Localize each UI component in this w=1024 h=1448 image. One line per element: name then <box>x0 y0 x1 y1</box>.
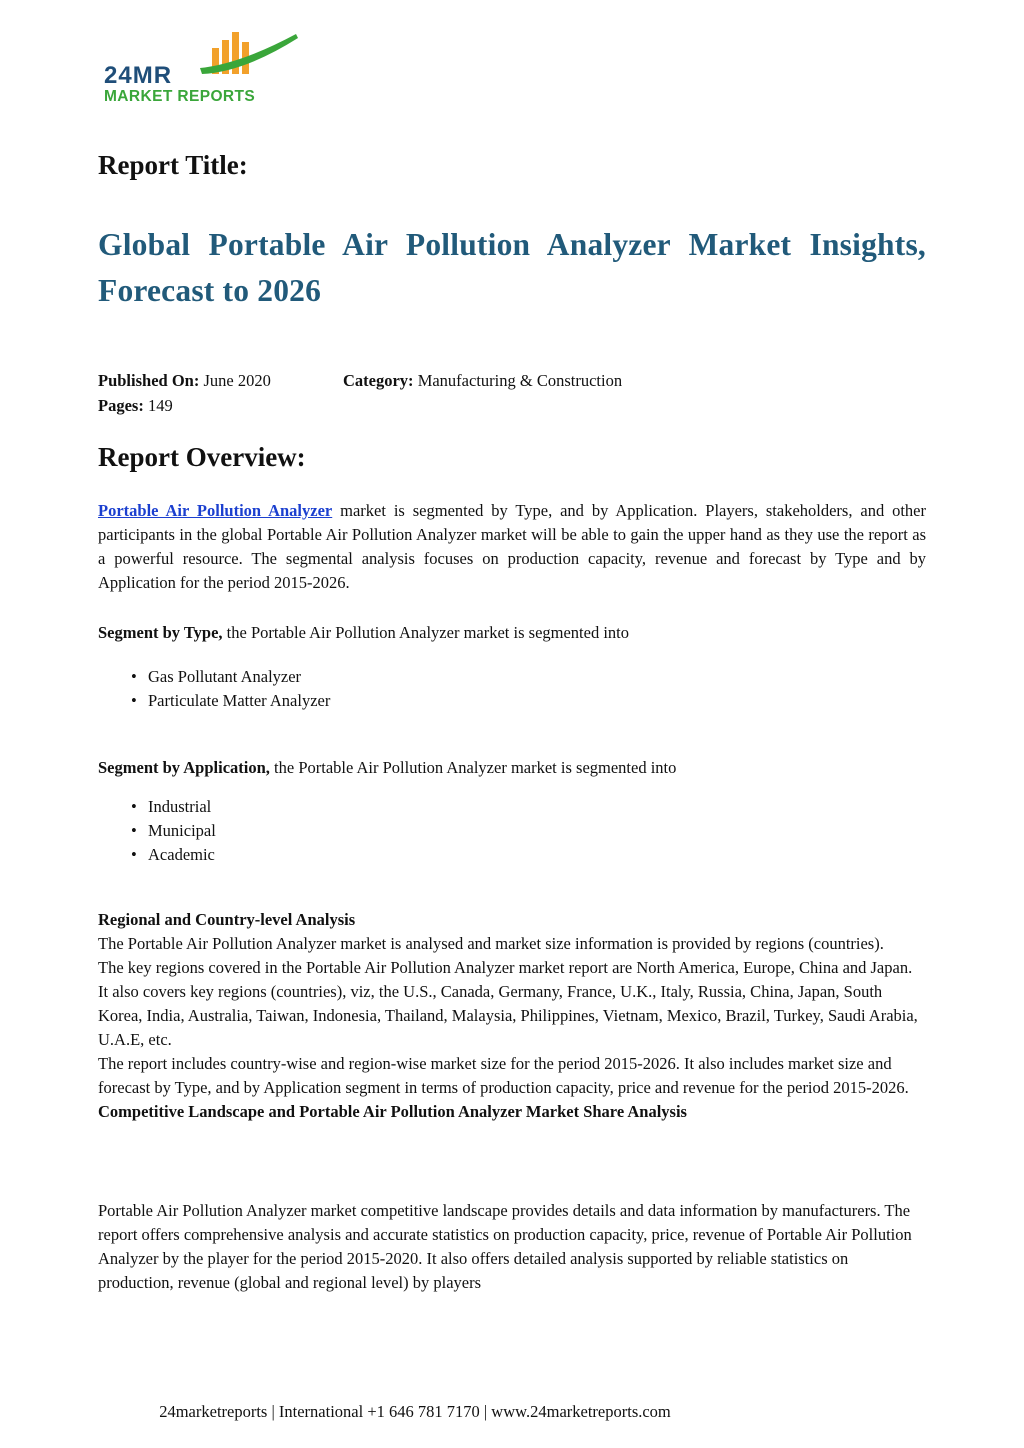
published-label: Published On: <box>98 371 200 390</box>
segment-application-label: Segment by Application, <box>98 758 270 777</box>
pages-label: Pages: <box>98 396 144 415</box>
segment-type-label: Segment by Type, <box>98 623 223 642</box>
pages <box>98 396 173 416</box>
logo-text-24mr: 24MR <box>104 62 173 89</box>
segment-application-intro <box>98 756 926 780</box>
segment-type-intro <box>98 621 926 645</box>
segment-application-list <box>98 795 216 867</box>
competitive-paragraph: Portable Air Pollution Analyzer market competitive landscape provides details and data information by manufacturers. The report offers comprehensive analysis and accurate statistics on production capacity, price, revenue of Portable Air Pollution Analyzer by the player for the period 2015-2020. It also offers detailed analysis supported by reliable statistics on production, revenue (global and regional level) by players <box>98 1201 912 1292</box>
product-link[interactable]: Portable Air Pollution Analyzer <box>98 501 333 520</box>
regional-paragraph-3: The report includes country-wise and region-wise market size for the period 2015-2026. It also includes market size and forecast by Type, and by Application segment in terms of production capacity, price and revenue for the period 2015-2026. <box>98 1054 909 1097</box>
list-item: • Particulate Matter Analyzer <box>148 689 330 713</box>
pages-value: 149 <box>147 396 173 415</box>
segment-type-text: the Portable Air Pollution Analyzer market is segmented into <box>222 623 629 642</box>
regional-paragraph-2: The key regions covered in the Portable Air Pollution Analyzer market report are North America, Europe, China and Japan. It also covers key regions (countries), viz, the U.S., Canada, Germany, France, U.K., Italy, Russia, China, Japan, South Korea, India, Australia, Taiwan, Indonesia, Thailand, Malaysia, Philippines, Vietnam, Mexico, Brazil, Turkey, Saudi Arabia, U.A.E, etc. <box>98 958 918 1049</box>
company-logo <box>100 28 310 108</box>
overview-paragraph <box>98 499 926 595</box>
regional-section <box>98 908 926 1124</box>
category-label: Category: <box>343 371 414 390</box>
segment-application-text: the Portable Air Pollution Analyzer market is segmented into <box>269 758 677 777</box>
regional-paragraph-1: The Portable Air Pollution Analyzer market is analysed and market size information is provided by regions (countries). <box>98 934 884 953</box>
report-overview-heading: Report Overview: <box>98 442 306 472</box>
bar-chart-logo-icon <box>200 28 300 80</box>
category-value: Manufacturing & Construction <box>417 371 623 390</box>
report-title: Global Portable Air Pollution Analyzer Market Insights, Forecast to 2026 <box>98 227 926 308</box>
published-on <box>98 371 271 391</box>
list-item: • Industrial <box>148 795 216 819</box>
page-footer: 24marketreports | International +1 646 781 7170 | www.24marketreports.com <box>159 1402 671 1421</box>
list-item: • Municipal <box>148 819 216 843</box>
list-item: • Gas Pollutant Analyzer <box>148 665 330 689</box>
competitive-heading: Competitive Landscape and Portable Air Pollution Analyzer Market Share Analysis <box>98 1102 687 1121</box>
segment-type-list <box>98 665 330 713</box>
regional-heading: Regional and Country-level Analysis <box>98 910 356 929</box>
logo-text-market-reports: MARKET REPORTS <box>104 88 256 105</box>
overview-text: market is segmented by Type, and by Application. Players, stakeholders, and other participants in the global Portable Air Pollution Analyzer market will be able to gain the upper hand as they use the report as a powerful resource. The segmental analysis focuses on production capacity, revenue and forecast by Type and by Application for the period 2015-2026. <box>98 501 926 592</box>
report-title-label: Report Title: <box>98 150 248 180</box>
list-item: • Academic <box>148 843 216 867</box>
published-value: June 2020 <box>203 371 271 390</box>
category <box>343 371 622 391</box>
